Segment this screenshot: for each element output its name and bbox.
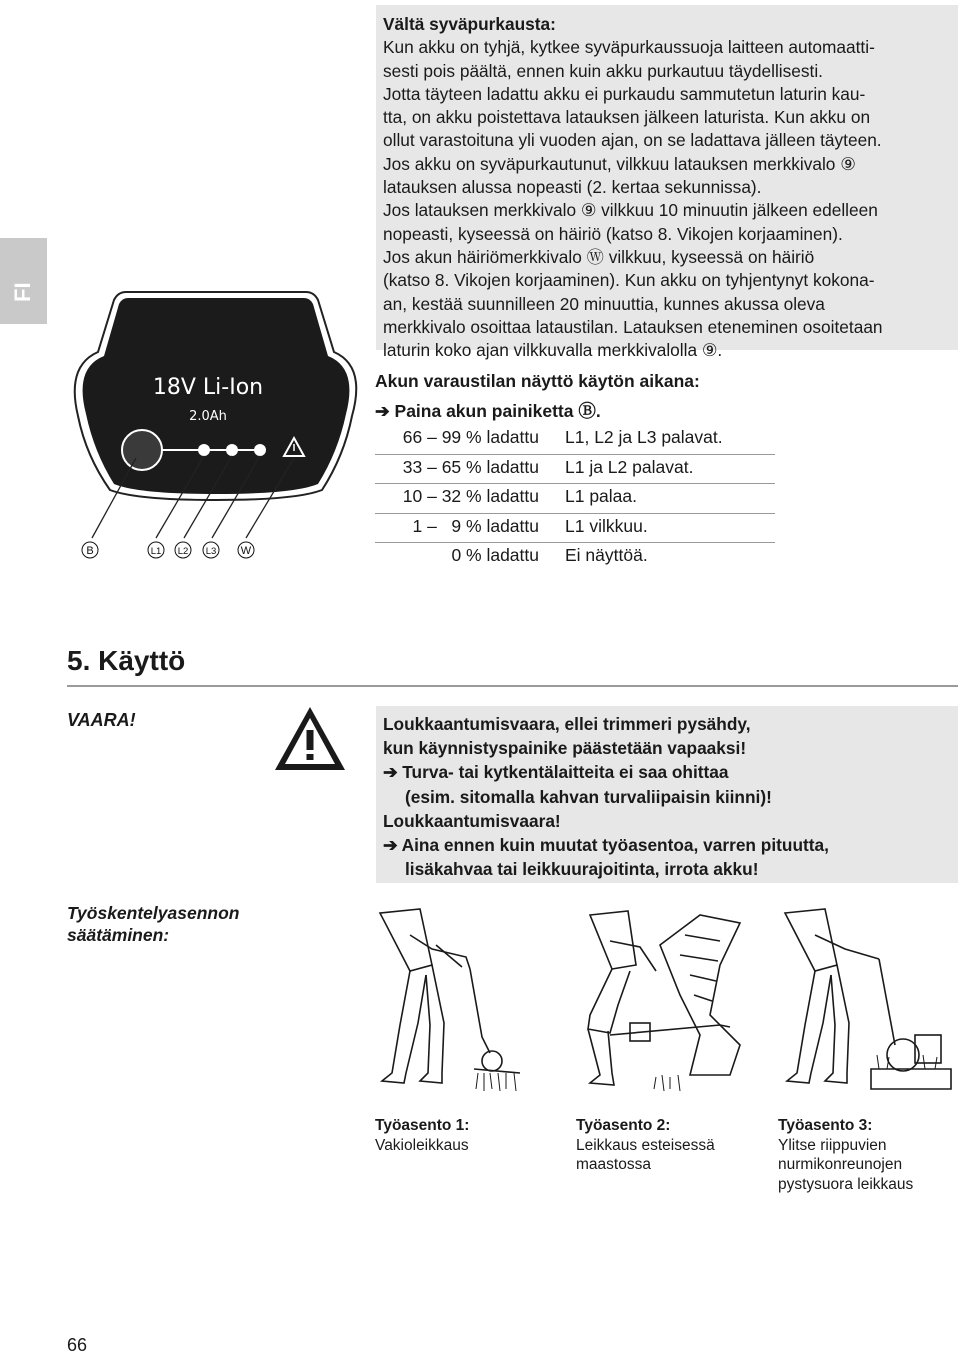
table-row — [375, 514, 775, 544]
position-1-illustration — [370, 905, 530, 1095]
table-row — [375, 543, 775, 573]
position-1-desc: Vakioleikkaus — [375, 1136, 469, 1154]
deep-discharge-box — [376, 5, 958, 361]
charge-percent: 10 – 32 % ladattu — [402, 486, 539, 506]
language-tab-label: FI — [10, 282, 35, 302]
work-position-label-line: Työskentelyasennon — [67, 903, 240, 923]
position-1-caption — [375, 1116, 469, 1155]
work-position-label-line: säätäminen: — [67, 925, 170, 945]
position-1-title: Työasento 1: — [375, 1117, 470, 1134]
deep-discharge-title: Vältä syväpurkausta: — [383, 14, 556, 34]
charge-result: L1 vilkkuu. — [565, 515, 648, 536]
charge-percent: 1 – 9 % ladattu — [412, 515, 539, 536]
position-2-desc: Leikkaus esteisessä — [576, 1136, 715, 1154]
deep-discharge-line: Jotta täyteen ladattu akku ei purkaudu sammutetun laturin kau- — [383, 83, 866, 104]
label-l1: L1 — [150, 546, 162, 557]
label-l2: L2 — [177, 546, 189, 557]
section-divider — [67, 685, 958, 687]
indicator-heading: Akun varaustilan näyttö käytön aikana: — [375, 371, 700, 391]
deep-discharge-line: (katso 8. Vikojen korjaaminen). Kun akku on tyhjentynyt kokona- — [383, 270, 875, 291]
page-number: 66 — [67, 1335, 88, 1355]
indicator-instruction: ➔ Paina akun painiketta Ⓑ. — [375, 401, 601, 421]
led-l1 — [198, 444, 210, 456]
table-row — [375, 425, 775, 455]
position-3-title: Työasento 3: — [778, 1117, 873, 1134]
position-2-title: Työasento 2: — [576, 1117, 671, 1134]
indicator-table — [375, 425, 775, 573]
warning-line: kun käynnistyspainike päästetään vapaaksi! — [383, 738, 747, 759]
work-position-label — [67, 902, 287, 946]
language-tab — [0, 238, 47, 324]
battery-capacity-text: 2.0Ah — [189, 409, 227, 424]
charge-result: Ei näyttöä. — [565, 545, 648, 565]
position-3-desc: pystysuora leikkaus — [778, 1175, 914, 1193]
warning-box — [376, 706, 958, 883]
table-row — [375, 484, 775, 514]
deep-discharge-line: Kun akku on tyhjä, kytkee syväpurkaussuoja laitteen automaatti- — [383, 37, 875, 58]
warning-line: Loukkaantumisvaara! — [383, 810, 561, 831]
position-3-illustration — [775, 905, 955, 1095]
charge-result: L1 palaa. — [565, 486, 638, 506]
deep-discharge-line: ollut varastoituna yli vuoden ajan, on se ladattava jälleen täyteen. — [383, 130, 882, 151]
deep-discharge-line: Jos akku on syväpurkautunut, vilkkuu latauksen merkkivalo ⑨ — [383, 153, 856, 174]
position-2-desc: maastossa — [576, 1156, 651, 1173]
warning-line: ➔ Aina ennen kuin muutat työasentoa, varren pituutta, — [383, 835, 829, 856]
warning-line: (esim. sitomalla kahvan turvaliipaisin kiinni)! — [405, 786, 772, 807]
deep-discharge-line: merkkivalo osoittaa lataustilan. Latauksen eteneminen osoitetaan — [383, 316, 883, 337]
position-3-desc: Ylitse riippuvien — [778, 1136, 887, 1154]
deep-discharge-line: latauksen alussa nopeasti (2. kertaa sekunnissa). — [383, 177, 762, 198]
deep-discharge-line: sesti pois päältä, ennen kuin akku purkautuu täydellisesti. — [383, 60, 823, 81]
position-3-desc: nurmikonreunojen — [778, 1156, 903, 1173]
led-l3 — [254, 444, 266, 456]
charge-percent: 66 – 99 % ladattu — [402, 427, 539, 447]
label-b: B — [86, 545, 94, 557]
battery-indicator-illustration — [66, 286, 366, 576]
warning-line: Loukkaantumisvaara, ellei trimmeri pysähdy, — [383, 714, 751, 734]
battery-model-text: 18V Li-Ion — [152, 375, 264, 400]
danger-label: VAARA! — [67, 710, 136, 730]
charge-percent: 0 % ladattu — [451, 545, 539, 565]
position-2-illustration — [570, 905, 750, 1095]
warning-triangle-icon — [272, 704, 348, 774]
charge-result: L1, L2 ja L3 palavat. — [565, 427, 723, 447]
position-3-caption — [778, 1116, 913, 1194]
deep-discharge-line: Jos akun häiriömerkkivalo Ⓦ vilkkuu, kyseessä on häiriö — [383, 246, 815, 267]
position-2-caption — [576, 1116, 715, 1175]
deep-discharge-line: an, kestää suunnilleen 20 minuuttia, kunnes akussa oleva — [383, 293, 825, 314]
section-title: 5. Käyttö — [67, 645, 186, 676]
deep-discharge-line: tta, on akku poistettava latauksen jälkeen laturista. Kun akku on — [383, 107, 871, 128]
warning-line: ➔ Turva- tai kytkentälaitteita ei saa ohittaa — [383, 762, 729, 783]
charge-result: L1 ja L2 palavat. — [565, 456, 694, 477]
charge-percent: 33 – 65 % ladattu — [402, 456, 539, 477]
label-w: W — [240, 545, 252, 557]
deep-discharge-line: laturin koko ajan vilkkuvalla merkkivalolla ⑨. — [383, 340, 723, 361]
deep-discharge-line: Jos latauksen merkkivalo ⑨ vilkkuu 10 minuutin jälkeen edelleen — [383, 200, 878, 221]
label-l3: L3 — [205, 546, 217, 557]
warning-line: lisäkahvaa tai leikkuurajoitinta, irrota akku! — [405, 859, 759, 880]
table-row — [375, 455, 775, 485]
battery-button-b — [122, 430, 162, 470]
deep-discharge-line: nopeasti, kyseessä on häiriö (katso 8. Vikojen korjaaminen). — [383, 223, 843, 244]
led-l2 — [226, 444, 238, 456]
